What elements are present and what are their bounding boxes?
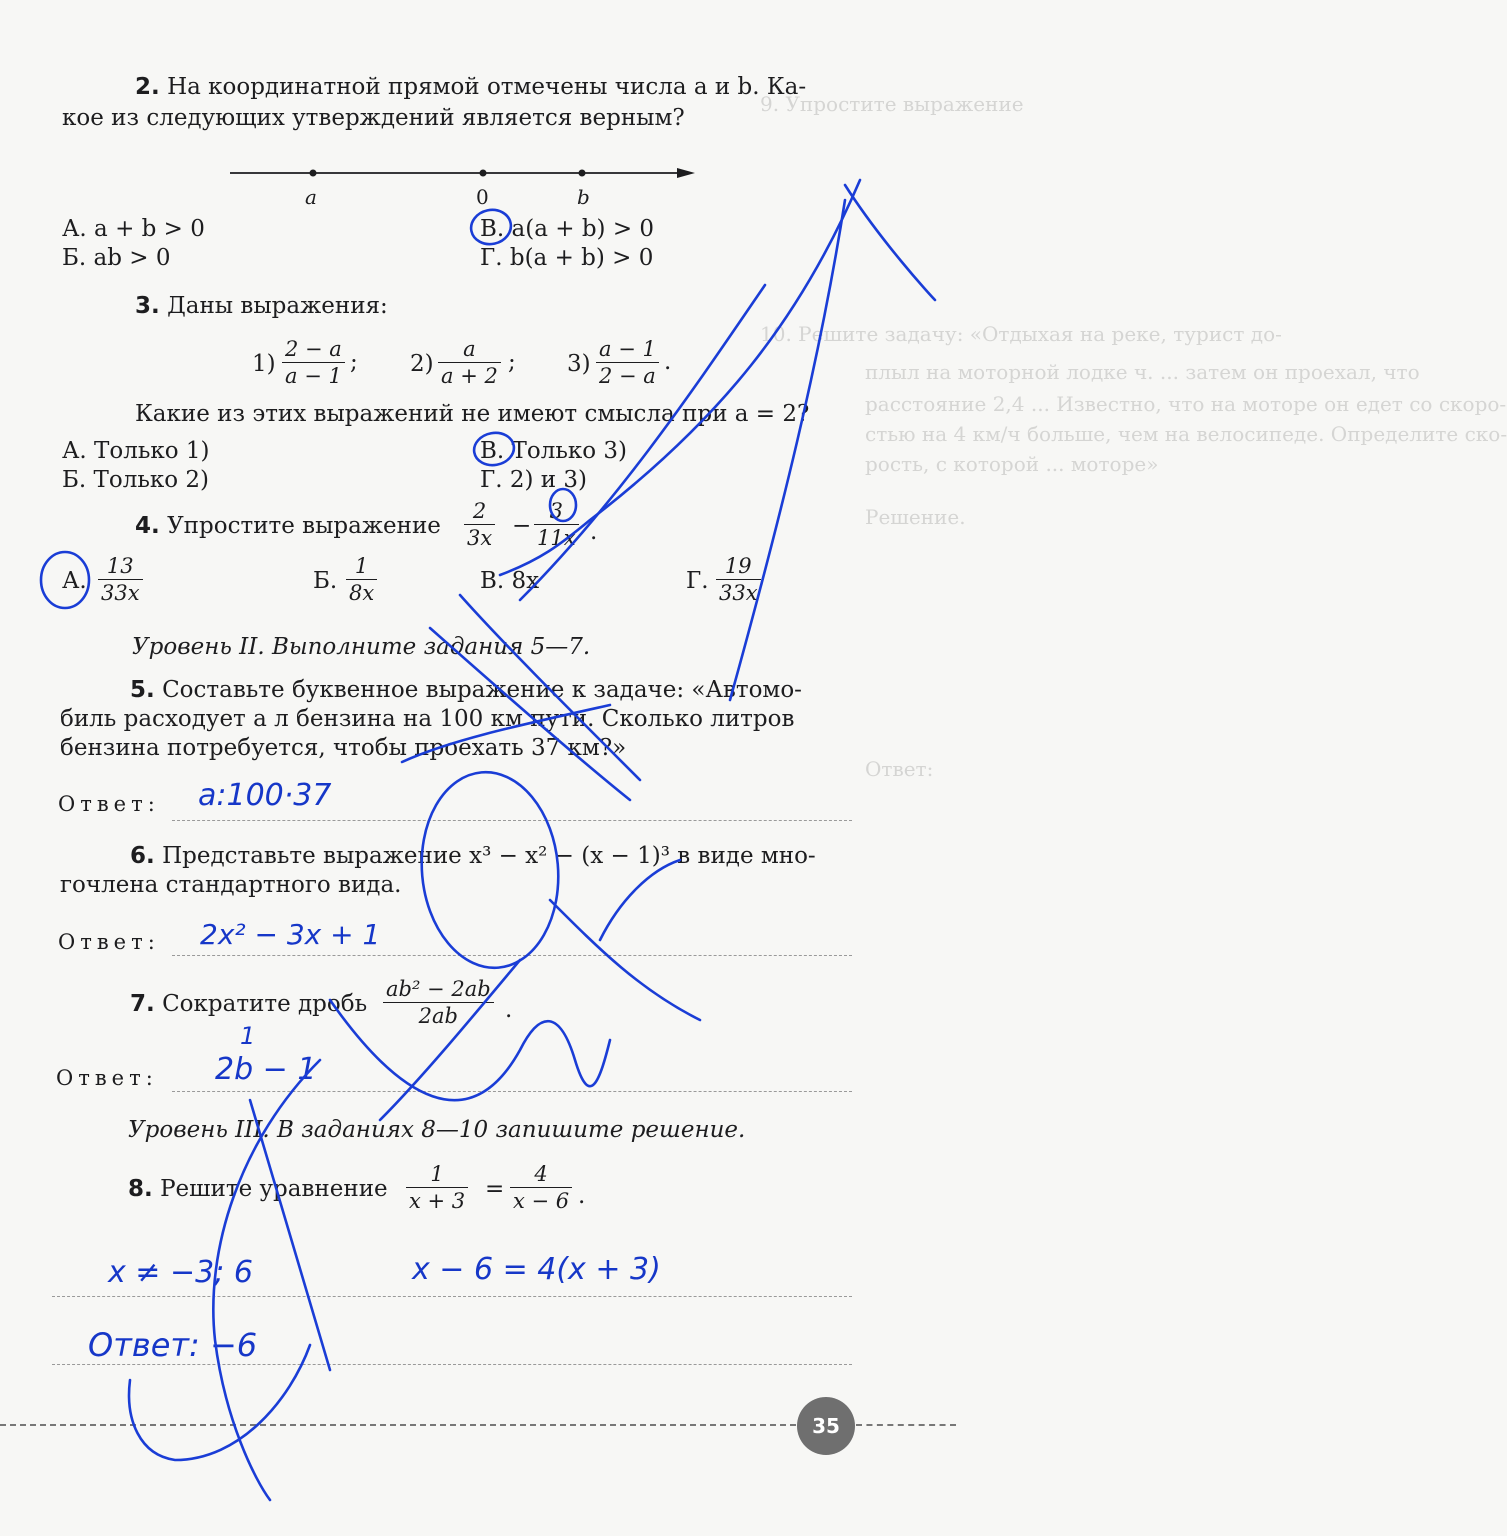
q7-fraction: $\frac{\text{ab² − 2ab}}{2ab}$: [383, 976, 494, 1029]
expr3-fraction: $\frac{a - 1}{2 - a}$: [596, 336, 659, 389]
q8-end: .: [578, 1183, 586, 1209]
axis-label-zero: 0: [476, 185, 489, 209]
answer-label-6: Ответ:: [58, 930, 160, 954]
expr2-separator: ;: [508, 349, 516, 375]
handwritten-answer-5: a:100·37: [198, 778, 332, 813]
expr3-separator: .: [664, 349, 672, 375]
selection-circle-q2: [468, 206, 514, 248]
level-3-heading: Уровень III. В заданиях 8—10 запишите решение.: [128, 1117, 746, 1143]
handwritten-answer-7-top: 1: [240, 1022, 256, 1050]
q2-option-b: Б. ab > 0: [62, 245, 171, 271]
q8-fraction-2: $\frac{4}{x - 6}$: [510, 1161, 572, 1214]
q3-option-b: Б. Только 2): [62, 467, 209, 493]
bleed-text-4: расстояние 2,4 ... Известно, что на моторе он едет со скоро-: [865, 392, 1507, 416]
pen-stroke-2: [730, 200, 845, 700]
pen-stroke-5: [460, 595, 640, 780]
question-text: Даны выражения:: [167, 293, 388, 319]
q2-option-v: В. a(a + b) > 0: [480, 216, 655, 242]
q2-option-a: А. a + b > 0: [62, 216, 205, 242]
question-text: Составьте буквенное выражение к задаче: «Автомо-: [162, 677, 802, 703]
handwritten-answer-8: Ответ: −6: [88, 1326, 258, 1364]
question-text: Решите уравнение: [160, 1176, 388, 1202]
q4-end: .: [590, 519, 598, 545]
bleed-text-3: плыл на моторной лодке ч. ... затем он проехал, что: [865, 360, 1420, 384]
question-6-line2: гочлена стандартного вида.: [60, 872, 402, 898]
question-number: 8.: [128, 1176, 153, 1202]
question-number: 3.: [135, 293, 160, 319]
bleed-text-2: 10. Решите задачу: «Отдыхая на реке, турист до-: [760, 322, 1282, 346]
question-text: Представьте выражение x³ − x² − (x − 1)³ в виде мно-: [162, 843, 816, 869]
question-2-line2: кое из следующих утверждений является верным?: [62, 105, 685, 131]
selection-circle-q3: [472, 430, 517, 468]
q4-fraction-2: $\frac{3}{11x}$: [534, 498, 579, 551]
q4-option-b-fraction: $\frac{1}{8x}$: [346, 553, 377, 606]
axis-label-b: b: [577, 185, 590, 209]
q7-end: .: [505, 997, 513, 1023]
question-text: Сократите дробь: [162, 991, 368, 1017]
selection-circle-q4: [41, 552, 89, 608]
answer-label-5: Ответ:: [58, 792, 160, 816]
pen-oval-big: [414, 766, 567, 973]
level-2-heading: Уровень II. Выполните задания 5—7.: [132, 634, 591, 660]
q2-option-g: Г. b(a + b) > 0: [480, 245, 654, 271]
q8-equals: =: [485, 1176, 505, 1202]
question-text: На координатной прямой отмечены числа a и b. Ка-: [167, 74, 807, 100]
answer-label-7: Ответ:: [56, 1066, 158, 1090]
q3-question: Какие из этих выражений не имеют смысла при a = 2?: [135, 401, 810, 427]
question-number: 5.: [130, 677, 155, 703]
expr2-fraction: $\frac{a}{a + 2}$: [438, 336, 501, 389]
q4-minus: −: [512, 513, 532, 539]
pen-stroke-left-diag: [380, 960, 520, 1120]
q4-fraction-1: $\frac{2}{3x}$: [464, 498, 495, 551]
handwritten-solution-2: x − 6 = 4(x + 3): [412, 1252, 661, 1287]
handwritten-solution-1: x ≠ −3; 6: [108, 1255, 253, 1290]
bleed-text-1: 9. Упростите выражение: [760, 92, 1024, 116]
pen-loop-small: [550, 489, 576, 521]
expr2-label: 2): [410, 351, 434, 377]
q8-fraction-1: $\frac{1}{x + 3}$: [406, 1161, 468, 1214]
q4-option-a-label: А.: [62, 568, 87, 594]
bleed-text-5: стью на 4 км/ч больше, чем на велосипеде. Определите ско-: [865, 422, 1507, 446]
question-number: 4.: [135, 513, 160, 539]
question-5-line2: биль расходует a л бензина на 100 км пути. Сколько литров: [60, 706, 795, 732]
bleed-text-7: Решение.: [865, 505, 966, 529]
q4-option-g-label: Г.: [686, 568, 709, 594]
bleed-text-6: рость, с которой ... моторе»: [865, 452, 1159, 476]
q3-option-a: А. Только 1): [62, 438, 210, 464]
pen-stroke-3: [430, 628, 630, 800]
question-number: 7.: [130, 991, 155, 1017]
pen-stroke-m: [330, 1000, 610, 1100]
pen-stroke-x: [550, 900, 700, 1020]
q3-option-g: Г. 2) и 3): [480, 467, 588, 493]
page-number-badge: 35: [797, 1397, 855, 1455]
pen-stroke-4: [402, 705, 610, 762]
handwritten-answer-6: 2x² − 3x + 1: [200, 918, 381, 951]
q4-option-b-label: Б.: [313, 568, 338, 594]
q4-option-g-fraction: $\frac{19}{33x}$: [716, 553, 761, 606]
pen-stroke-long-left: [250, 1100, 330, 1370]
expr1-label: 1): [252, 351, 276, 377]
question-text: Упростите выражение: [167, 513, 441, 539]
axis-label-a: a: [305, 185, 317, 209]
handwritten-answer-7: 2b − 1: [215, 1052, 317, 1087]
bleed-text-8: Ответ:: [865, 757, 934, 781]
q4-option-a-fraction: $\frac{13}{33x}$: [98, 553, 143, 606]
expr3-label: 3): [567, 351, 591, 377]
expr1-fraction: $\frac{2 - a}{a - 1}$: [282, 336, 345, 389]
question-5-line3: бензина потребуется, чтобы проехать 37 км?»: [60, 735, 627, 761]
question-number: 2.: [135, 74, 160, 100]
question-number: 6.: [130, 843, 155, 869]
q3-option-v: В. Только 3): [480, 438, 627, 464]
q4-option-v: В. 8x: [480, 568, 540, 594]
expr1-separator: ;: [350, 349, 358, 375]
pen-stroke-right: [600, 860, 680, 940]
